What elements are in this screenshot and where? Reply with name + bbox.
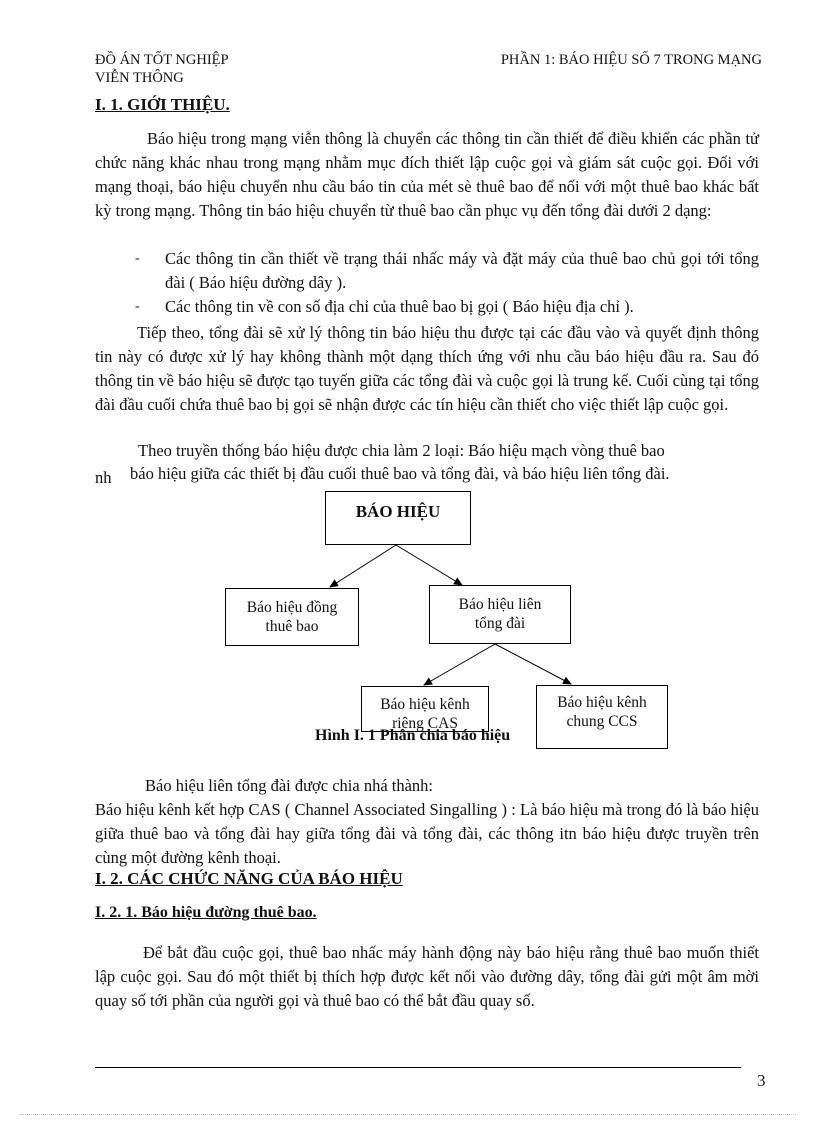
section2-paragraph: Để bắt đầu cuộc gọi, thuê bao nhấc máy hành động này báo hiệu rằng thuê bao muốn thiết lập cuộc gọi. Sau đó một thiết bị thích hợp được kết nối vào đường dây, tổng đài gửi một âm mời quay số tới phần của người gọi và thuê bao có thể bắt đầu quay số. (95, 943, 759, 1010)
diagram-ccs-line2: chung CCS (566, 713, 638, 730)
arrow-to-ccs (495, 644, 571, 684)
arrow-to-subscriber (330, 545, 396, 587)
section1-para1: Báo hiệu trong mạng viễn thông là chuyển các thông tin cần thiết để điều khiển các phần tử chức năng khác nhau trong mạng nhằm mục đích thiết lập cuộc gọi và giám sát cuộc gọi. Đối với mạng thoại, báo hiệu chuyển nhu cầu báo tin của mét sè thuê bao để nối với một thuê bao khác bất kỳ trong mạng. Thông tin báo hiệu chuyển từ thuê bao cần phục vụ đến tổng đài dưới 2 dạng: (95, 129, 759, 220)
diagram-ccs-box (536, 685, 668, 749)
bullet-mark: - (135, 299, 140, 314)
bullet-text-1: Các thông tin cần thiết về trạng thái nhấc máy và đặt máy của thuê bao chủ gọi tới tổng đài ( Báo hiệu đường dây ). (165, 249, 759, 292)
bullet-text-2: Các thông tin về con số địa chỉ của thuê bao bị gọi ( Báo hiệu địa chỉ ). (165, 297, 634, 316)
section1-para3-line1: Theo truyền thống báo hiệu được chia làm 2 loại: Báo hiệu mạch vòng thuê bao (138, 441, 665, 460)
section1-para3-prefix: nh (95, 468, 112, 487)
section1-title: I. 1. GIỚI THIỆU. (95, 95, 230, 114)
section1-para3-line2: báo hiệu giữa các thiết bị đầu cuối thuê bao và tổng đài, và báo hiệu liên tổng đài. (130, 464, 670, 483)
diagram-interexchange-box (429, 585, 571, 644)
figure-caption: Hình I. 1 Phân chia báo hiệu (315, 727, 511, 744)
diagram-ccs-line1: Báo hiệu kênh (557, 694, 647, 711)
diagram-subscriber-line1: Báo hiệu đồng (246, 599, 338, 616)
arrow-to-interexchange (396, 545, 462, 585)
section2-title: I. 2. CÁC CHỨC NĂNG CỦA BÁO HIỆU (95, 869, 403, 888)
interexchange-intro: Báo hiệu liên tổng đài được chia nhá thành: (145, 776, 434, 795)
diagram-subscriber-line2: thuê bao (265, 618, 319, 635)
diagram-root-label: BÁO HIỆU (355, 502, 441, 521)
page-number: 3 (757, 1071, 766, 1090)
page-edge-dots (20, 1114, 796, 1115)
header-left-line1: ĐỒ ÁN TỐT NGHIỆP (95, 52, 229, 68)
section1-para2: Tiếp theo, tổng đài sẽ xử lý thông tin báo hiệu thu được tại các đầu vào và quyết định thông tin này có được xử lý hay không thành một dạng thích ứng với nhu cầu báo hiệu đầu ra. Sau đó thông tin về báo hiệu sẽ được tạo tuyến giữa các tổng đài và cuộc gọi là trung kế. Cuối cùng tại tổng đài đầu cuối chứa thuê bao bị gọi sẽ nhận được các tín hiệu cần thiết cho việc thiết lập cuộc gọi. (95, 323, 759, 414)
section2-subtitle: I. 2. 1. Báo hiệu đường thuê bao. (95, 904, 317, 921)
diagram-cas-box (361, 686, 489, 732)
diagram-interexchange-line1: Báo hiệu liên (458, 596, 542, 613)
header-right: PHẦN 1: BÁO HIỆU SỐ 7 TRONG MẠNG (500, 52, 762, 68)
diagram-root-box (325, 491, 471, 545)
cas-paragraph: Báo hiệu kênh kết hợp CAS ( Channel Associated Singalling ) : Là báo hiệu mà trong đó là báo hiệu giữa thuê bao và tổng đài hay giữa tổng đài và tổng đài, các thông itn báo hiệu được truyền trên cùng một đường kênh thoại. (95, 800, 759, 867)
bullet-mark: - (135, 251, 140, 266)
diagram-interexchange-line2: tổng đài (474, 615, 526, 632)
header-left-line2: VIỄN THÔNG (95, 70, 184, 86)
footer-rule (95, 1067, 741, 1068)
arrow-to-cas (424, 644, 495, 685)
diagram-cas-line2: riêng CAS (392, 715, 458, 732)
diagram-subscriber-box (225, 588, 359, 646)
diagram-cas-line1: Báo hiệu kênh (380, 696, 470, 713)
